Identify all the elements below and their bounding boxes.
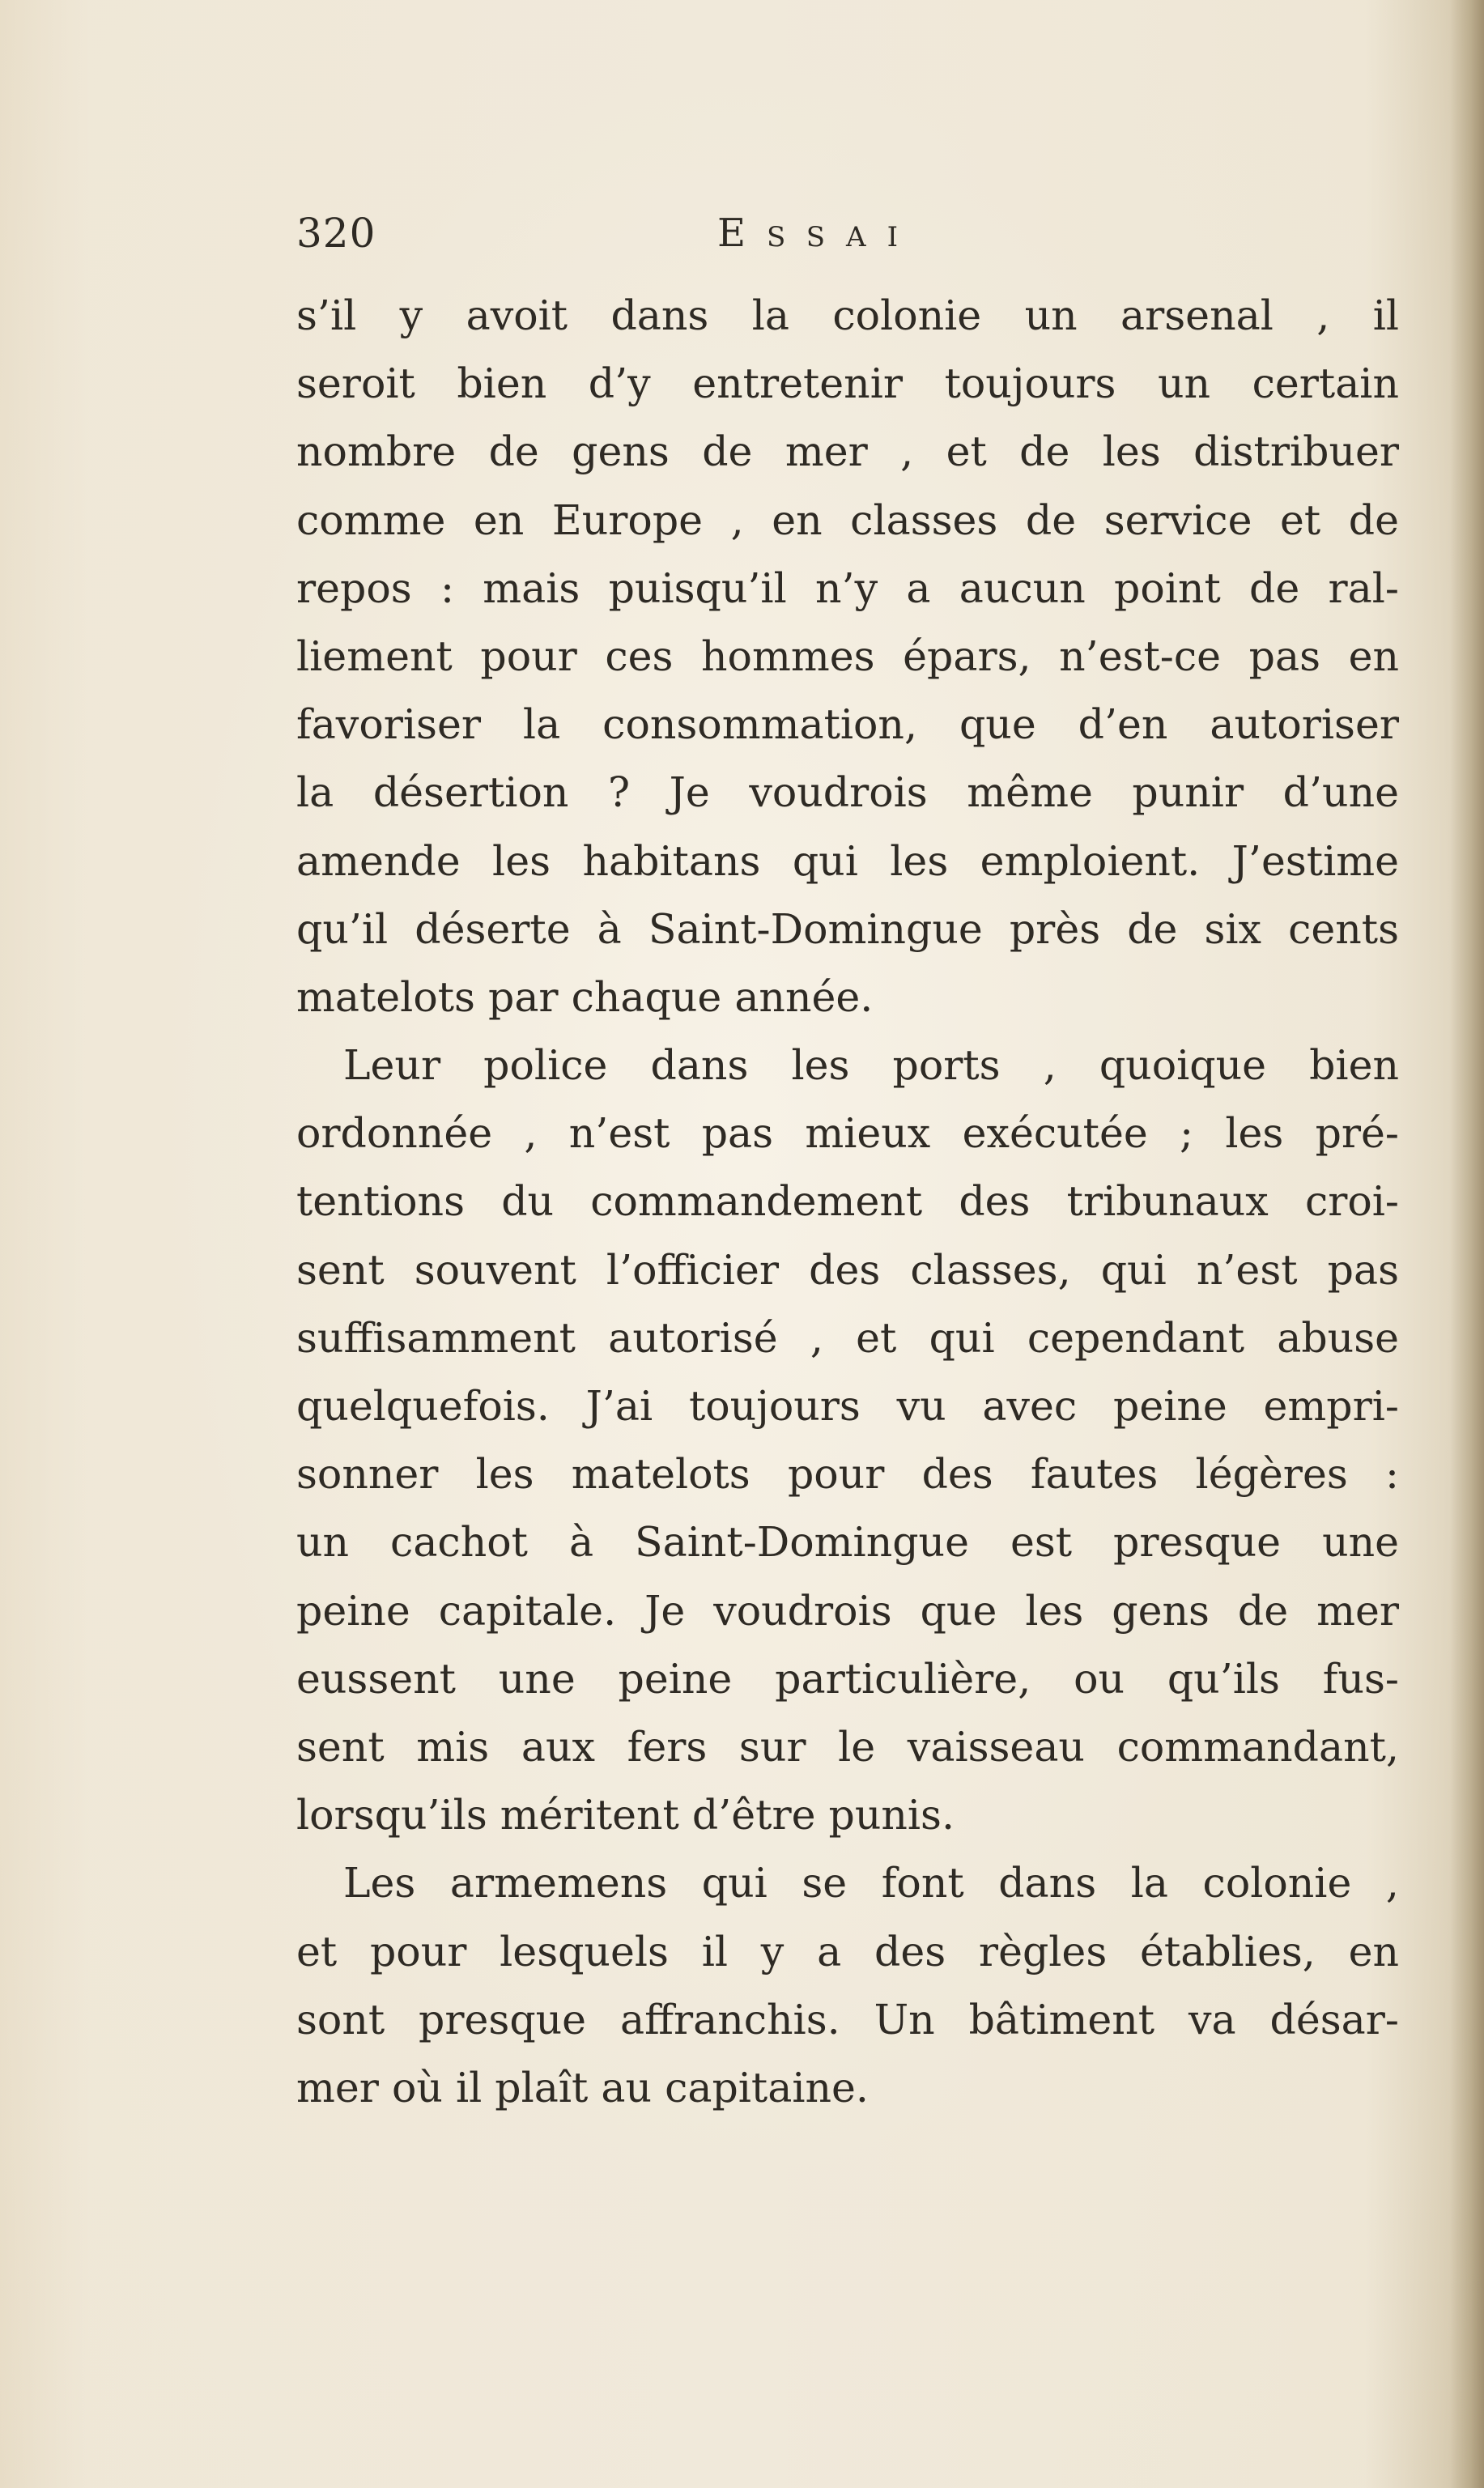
- text-line: sent souvent l’officier des classes, qui n’est pas: [296, 1245, 1399, 1294]
- page-number: 320: [296, 210, 376, 257]
- text-line: peine capitale. Je voudrois que les gens de mer: [296, 1586, 1399, 1635]
- text-line: sont presque affranchis. Un bâtiment va désar-: [296, 1995, 1399, 2044]
- text-line: qu’il déserte à Saint-Domingue près de six cents: [296, 904, 1399, 953]
- text-line: eussent une peine particulière, ou qu’ils fus-: [296, 1654, 1399, 1703]
- paragraph-end-line: lorsqu’ils méritent d’être punis.: [296, 1791, 955, 1839]
- text-line: et pour lesquels il y a des règles établies, en: [296, 1927, 1399, 1976]
- text-line: quelquefois. J’ai toujours vu avec peine empri-: [296, 1382, 1399, 1430]
- text-line: liement pour ces hommes épars, n’est-ce pas en: [296, 632, 1399, 680]
- paragraph-start-line: Les armemens qui se font dans la colonie ,: [343, 1859, 1399, 1907]
- text-line: favoriser la consommation, que d’en autoriser: [296, 700, 1399, 749]
- text-line: nombre de gens de mer , et de les distribuer: [296, 427, 1399, 476]
- text-line: sent mis aux fers sur le vaisseau commandant,: [296, 1722, 1399, 1771]
- text-line: un cachot à Saint-Domingue est presque une: [296, 1518, 1399, 1567]
- text-line: repos : mais puisqu’il n’y a aucun point de ral-: [296, 564, 1399, 612]
- paragraph-end-line: mer où il plaît au capitaine.: [296, 2063, 869, 2112]
- running-title: Essai: [717, 211, 920, 256]
- text-line: tentions du commandement des tribunaux croi-: [296, 1177, 1399, 1226]
- text-line: comme en Europe , en classes de service et de: [296, 495, 1399, 544]
- paragraph-start-line: Leur police dans les ports , quoique bien: [343, 1041, 1399, 1090]
- page-header: [296, 209, 1405, 274]
- text-line: ordonnée , n’est pas mieux exécutée ; les pré-: [296, 1109, 1399, 1158]
- body-text: [296, 282, 1399, 2122]
- paragraph-end-line: matelots par chaque année.: [296, 972, 874, 1021]
- text-line: amende les habitans qui les emploient. J’estime: [296, 836, 1399, 885]
- text-line: la désertion ? Je voudrois même punir d’une: [296, 768, 1399, 817]
- text-line: seroit bien d’y entretenir toujours un certain: [296, 359, 1399, 408]
- text-line: s’il y avoit dans la colonie un arsenal , il: [296, 291, 1399, 339]
- page-edge-shadow: [1450, 0, 1484, 2488]
- text-line: sonner les matelots pour des fautes légères :: [296, 1450, 1399, 1499]
- text-line: suffisamment autorisé , et qui cependant abuse: [296, 1313, 1399, 1362]
